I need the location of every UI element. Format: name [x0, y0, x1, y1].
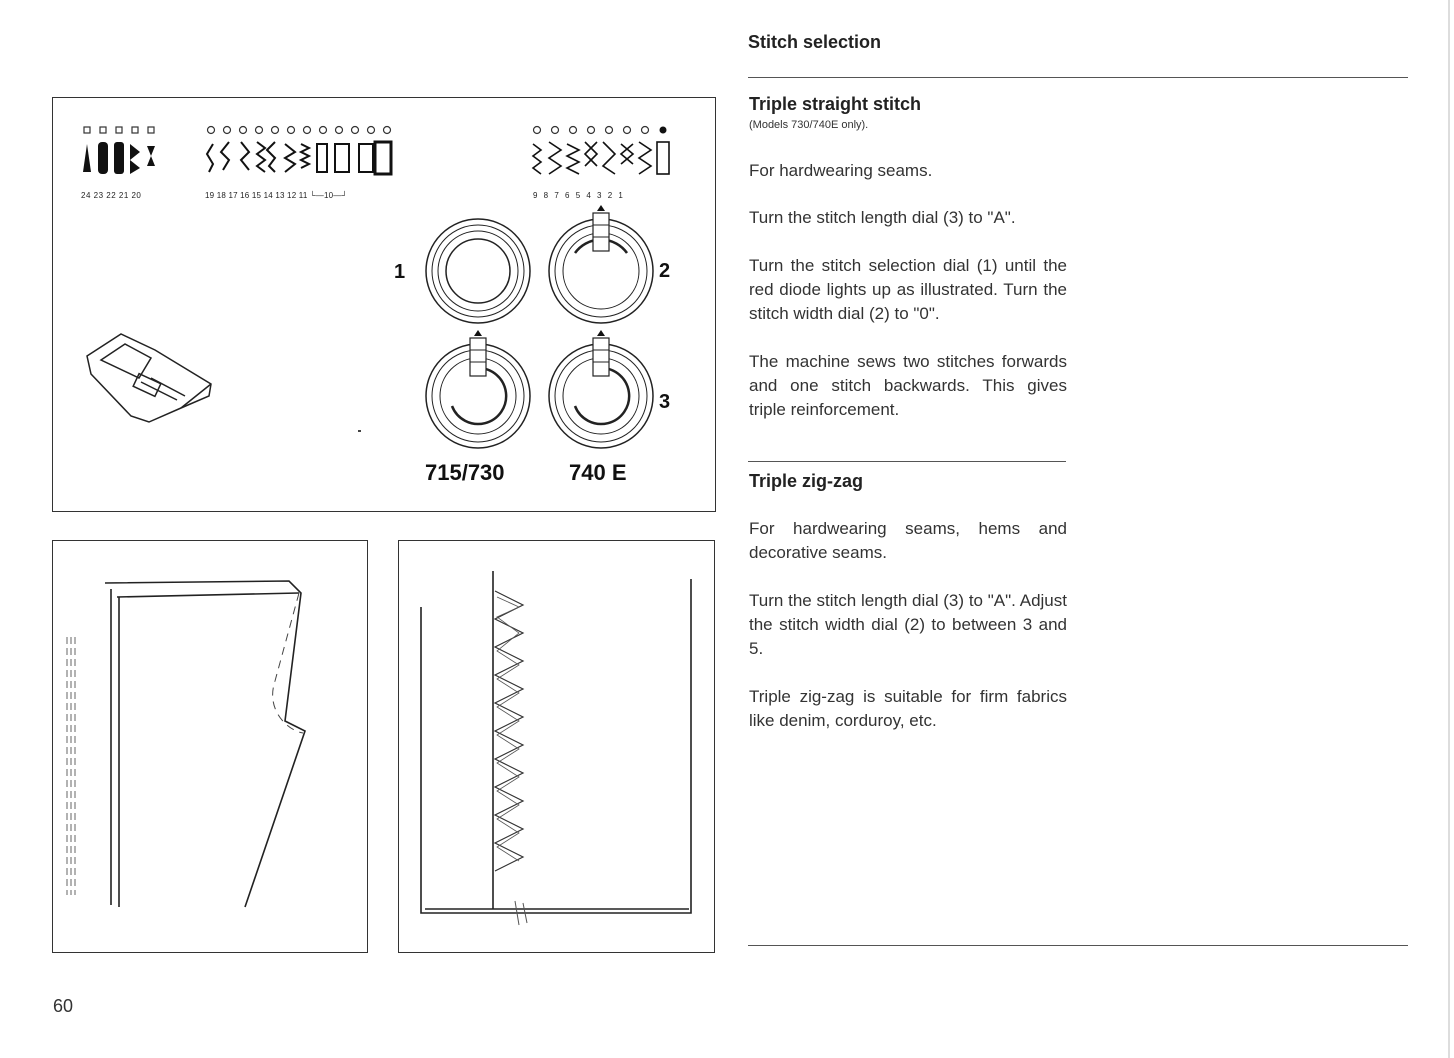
- group-2-numbers: 19 18 17 16 15 14 13 12 11 └—10—┘: [205, 191, 348, 200]
- stitch-length-dial-715-icon: [422, 328, 534, 458]
- model-label-715-730: 715/730: [425, 460, 505, 485]
- section2-paragraph: For hardwearing seams, hems and decorative seams.: [749, 519, 1067, 562]
- header-rule: [748, 77, 1408, 78]
- stitch-width-dial-icon: [545, 203, 657, 333]
- section-divider: [748, 461, 1066, 462]
- fabric-seam-icon: [53, 541, 369, 954]
- model-label-740e: 740 E: [569, 460, 627, 485]
- section1-note: (Models 730/740E only).: [749, 119, 869, 131]
- stitch-length-dial-740-icon: [545, 328, 657, 458]
- dot-mark: [358, 430, 361, 432]
- group-1-numbers: 24 23 22 21 20: [81, 191, 142, 200]
- section1-paragraph: Turn the stitch length dial (3) to "A".: [749, 208, 1016, 227]
- footer-rule: [748, 945, 1408, 946]
- section1-paragraph: Turn the stitch selection dial (1) until the red diode lights up as illustrated. Turn the stitch width dial (2) to "0".: [749, 256, 1067, 323]
- section1-title: Triple straight stitch: [749, 94, 922, 114]
- page-title: Stitch selection: [748, 32, 882, 52]
- section2-title: Triple zig-zag: [749, 471, 864, 491]
- triple-zigzag-seam-figure: [398, 540, 715, 953]
- section2-paragraph: Triple zig-zag is suitable for firm fabrics like denim, corduroy, etc.: [749, 687, 1067, 730]
- stitch-selection-dial-icon: [422, 215, 534, 327]
- presser-foot-icon: [81, 326, 221, 426]
- page-edge: [1448, 0, 1450, 1058]
- page-number: 60: [53, 996, 74, 1016]
- triple-straight-seam-figure: [52, 540, 368, 953]
- section2-paragraph: Turn the stitch length dial (3) to "A". Adjust the stitch width dial (2) to between 3 and 5.: [749, 591, 1067, 658]
- zigzag-seam-icon: [399, 541, 716, 954]
- group-3-numbers: 9 8 7 6 5 4 3 2 1: [533, 191, 625, 200]
- dial-label-3: 3: [659, 391, 671, 413]
- dial-label-2: 2: [659, 260, 671, 282]
- section1-paragraph: The machine sews two stitches forwards and one stitch backwards. This gives triple reinforcement.: [749, 352, 1067, 419]
- stitch-selector-figure: [52, 97, 716, 512]
- dial-label-1: 1: [394, 261, 406, 283]
- section1-paragraph: For hardwearing seams.: [749, 161, 933, 180]
